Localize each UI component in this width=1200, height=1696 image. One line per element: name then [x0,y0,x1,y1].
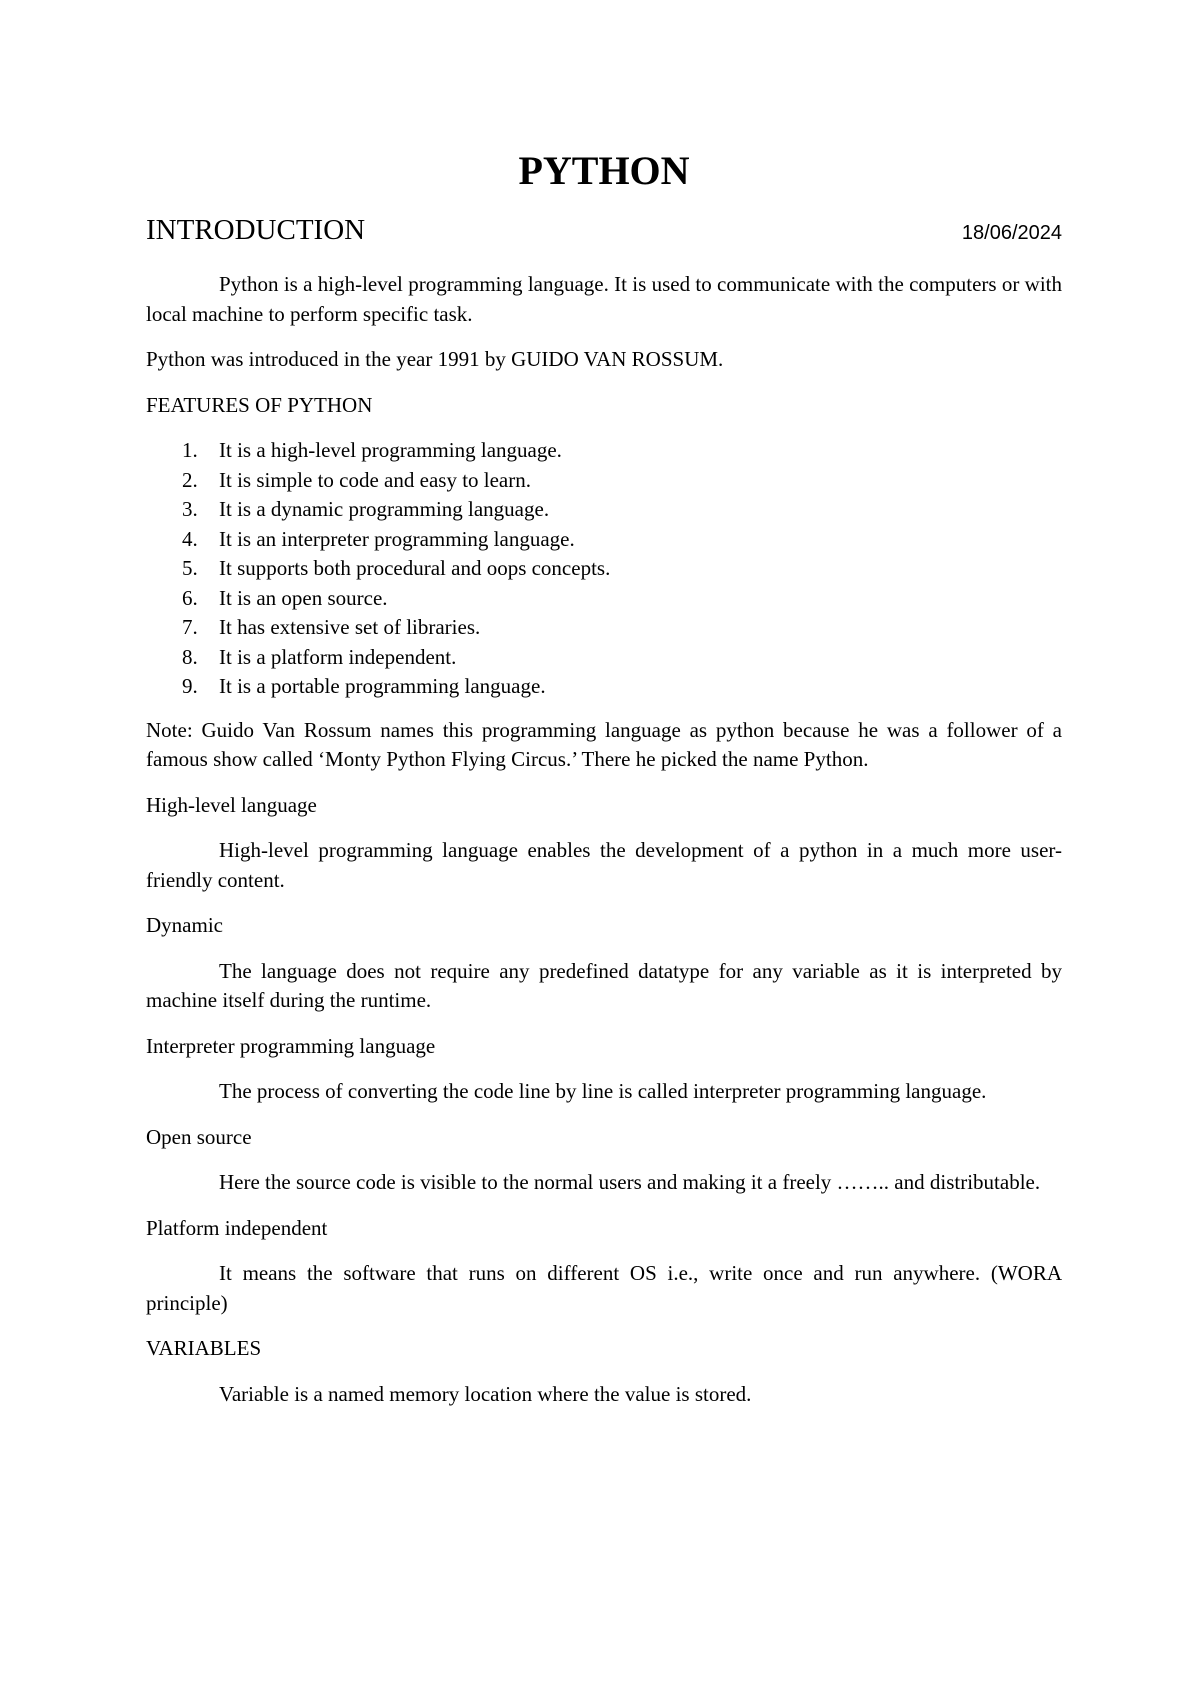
list-text: It is simple to code and easy to learn. [219,467,531,492]
list-item [146,466,1062,496]
features-list [146,436,1062,702]
document-page [146,0,1062,1696]
features-heading: FEATURES OF PYTHON [146,392,373,417]
section-body-platform-independent: It means the software that runs on different OS i.e., write once and run anywhere. (WORA principle) [146,1261,1062,1315]
section-body-interpreter: The process of converting the code line by line is called interpreter programming language. [219,1079,987,1103]
list-item [146,643,1062,673]
list-number: 3. [182,497,198,521]
list-number: 1. [182,438,198,462]
document-body [146,270,1062,1425]
list-number: 4. [182,526,198,551]
list-item [146,436,1062,466]
list-number: 5. [182,556,198,580]
list-item [146,672,1062,702]
list-text: It is a dynamic programming language. [219,497,550,521]
list-number: 7. [182,615,198,639]
note-paragraph: Note: Guido Van Rossum names this programming language as python because he was a follower of a famous show called ‘Monty Python Flying Circus.’ There he picked the name Python. [146,717,1062,771]
section-body-variables: Variable is a named memory location where the value is stored. [219,1381,752,1406]
list-text: It is a portable programming language. [219,674,546,698]
list-text: It is a platform independent. [219,644,457,669]
section-heading-open-source: Open source [146,1124,252,1149]
list-text: It has extensive set of libraries. [219,615,481,639]
history-line: Python was introduced in the year 1991 by GUIDO VAN ROSSUM. [146,347,724,371]
section-heading-interpreter: Interpreter programming language [146,1033,436,1058]
section-body-open-source: Here the source code is visible to the normal users and making it a freely …….. and distributable. [219,1170,1041,1194]
section-heading-platform-independent: Platform independent [146,1215,328,1240]
list-text: It is an open source. [219,585,388,610]
list-item [146,495,1062,525]
list-item [146,584,1062,614]
list-number: 9. [182,674,198,698]
section-body-high-level: High-level programming language enables the development of a python in a much more user-friendly content. [146,838,1062,892]
list-item [146,554,1062,584]
document-title: PYTHON [518,148,690,193]
section-heading-variables: VARIABLES [146,1336,262,1360]
list-item [146,525,1062,555]
list-item [146,613,1062,643]
list-text: It is an interpreter programming language. [219,526,575,551]
list-number: 6. [182,585,198,610]
intro-row [146,212,1062,252]
intro-heading: INTRODUCTION [146,214,366,246]
section-heading-high-level: High-level language [146,792,317,817]
list-text: It is a high-level programming language. [219,438,562,462]
list-number: 8. [182,644,198,669]
intro-paragraph: Python is a high-level programming language. It is used to communicate with the computers or with local machine to perform specific task. [146,272,1062,326]
section-body-dynamic: The language does not require any predefined datatype for any variable as it is interpreted by machine itself during the runtime. [146,958,1062,1012]
document-date: 18/06/2024 [961,222,1062,244]
list-number: 2. [182,467,198,492]
list-text: It supports both procedural and oops concepts. [219,556,611,580]
section-heading-dynamic: Dynamic [146,913,223,937]
